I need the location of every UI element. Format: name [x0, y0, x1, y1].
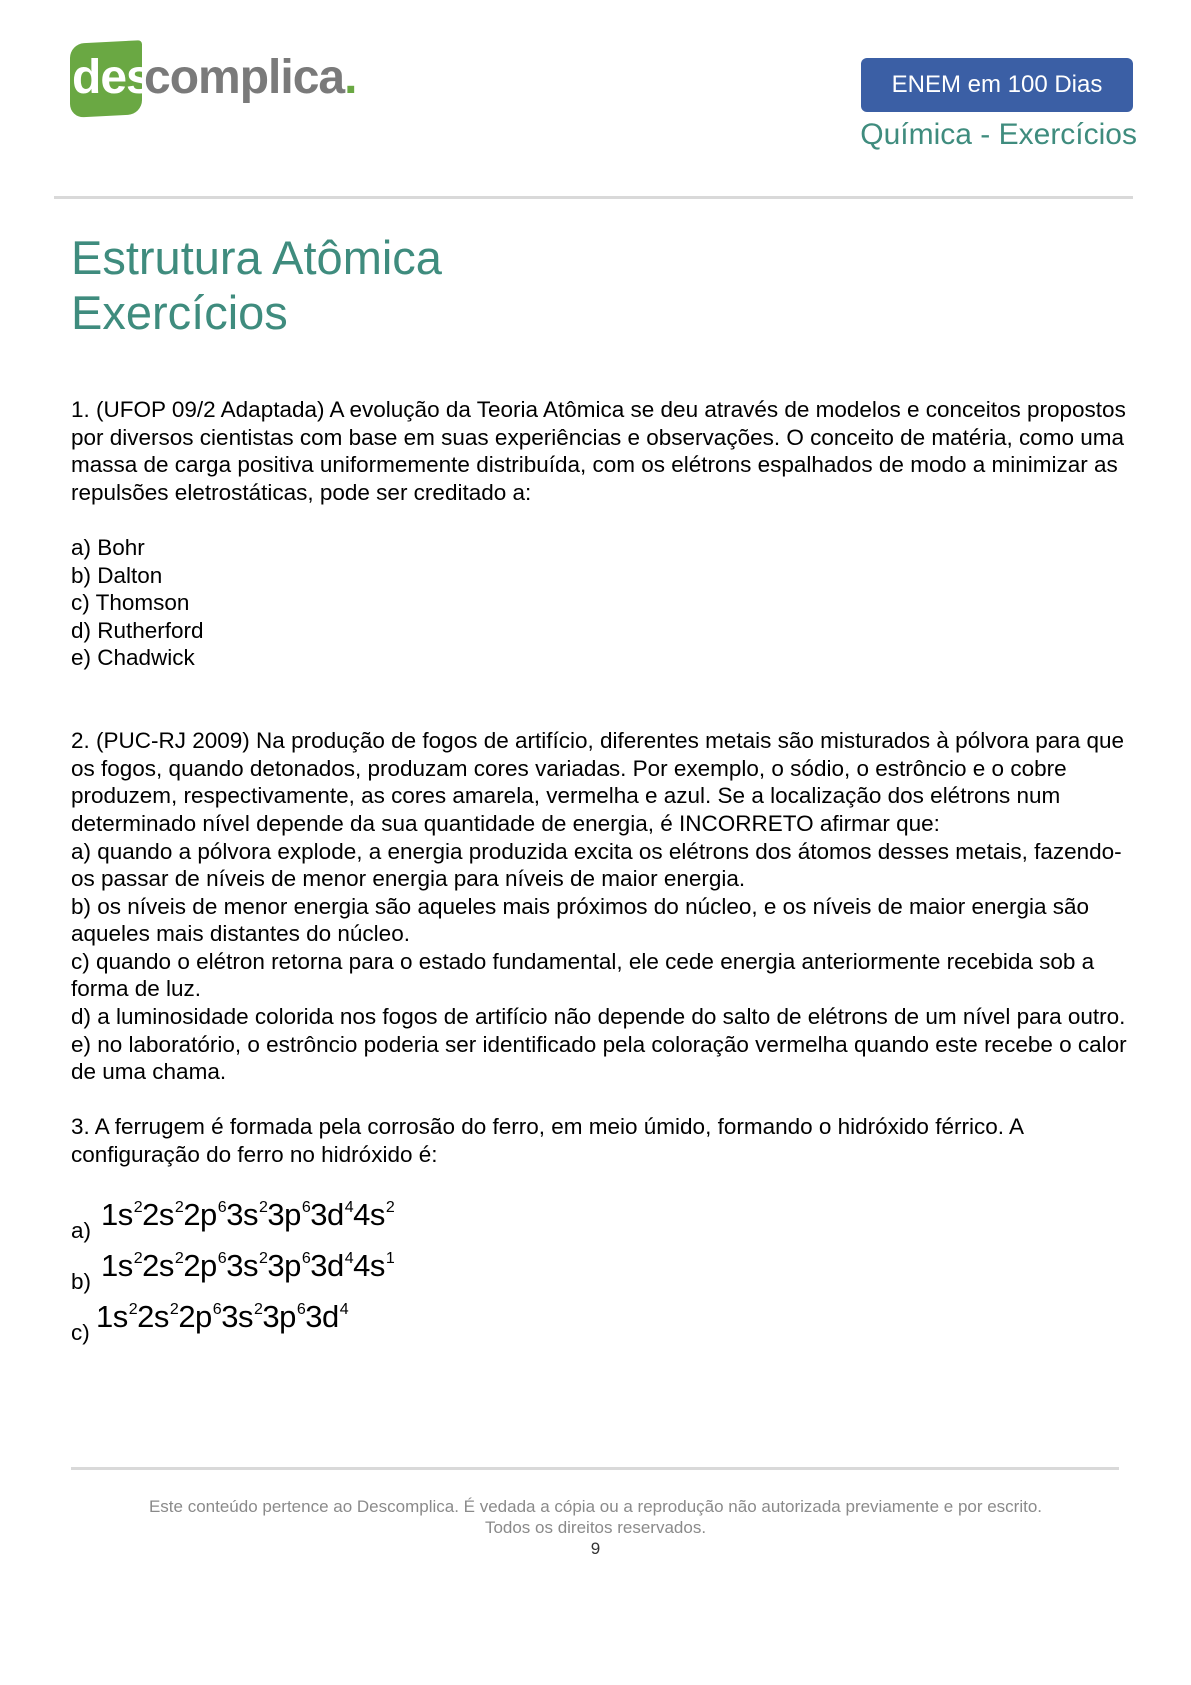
question-3-stem: 3. A ferrugem é formada pela corrosão do ferro, em meio úmido, formando o hidróxido férrico. A configuração do ferro no hidróxido é:: [71, 1114, 1023, 1168]
orbital-term: 4s: [353, 1196, 385, 1232]
orbital-term: 3p: [267, 1196, 301, 1232]
course-badge: ENEM em 100 Dias: [861, 58, 1133, 112]
electron-count: 2: [385, 1198, 395, 1216]
orbital-term: 3s: [226, 1196, 258, 1232]
question-2-option-c: c) quando o elétron retorna para o estado fundamental, ele cede energia anteriormente recebida sob a forma de luz.: [71, 948, 1095, 1002]
electron-count: 2: [133, 1249, 143, 1267]
electron-count: 2: [258, 1249, 268, 1267]
option-label: b): [71, 1269, 92, 1295]
orbital-term: 1s: [101, 1247, 133, 1283]
orbital-term: 3p: [267, 1247, 301, 1283]
copyright-notice: Este conteúdo pertence ao Descomplica. É vedada a cópia ou a reprodução não autorizada previamente e por escrito.: [148, 1497, 1043, 1516]
electron-count: 6: [217, 1198, 227, 1216]
electron-count: 6: [217, 1249, 227, 1267]
question-3-option-b: [71, 1245, 1131, 1296]
question-1-stem: 1. (UFOP 09/2 Adaptada) A evolução da Teoria Atômica se deu através de modelos e conceitos propostos por diversos cientistas com base em suas experiências e observações. O conceito de matéria, como uma massa de carga positiva uniformemente distribuída, com os elétrons espalhados de modo a minimizar as repulsões eletrostáticas, pode ser creditado a:: [71, 397, 1126, 505]
question-3-option-c: [71, 1296, 1131, 1347]
electron-count: 4: [344, 1249, 354, 1267]
orbital-term: 1s: [96, 1298, 128, 1334]
header-divider: [54, 196, 1133, 199]
footer-divider: [71, 1467, 1119, 1470]
orbital-term: 3d: [310, 1247, 344, 1283]
electron-count: 6: [212, 1300, 222, 1318]
orbital-term: 3s: [221, 1298, 253, 1334]
orbital-term: 2s: [142, 1196, 174, 1232]
descomplica-logo: [70, 42, 357, 116]
orbital-term: 1s: [101, 1196, 133, 1232]
electron-count: 6: [301, 1249, 311, 1267]
electron-count: 6: [301, 1198, 311, 1216]
question-2-stem: 2. (PUC-RJ 2009) Na produção de fogos de artifício, diferentes metais são misturados à pólvora para que os fogos, quando detonados, produzam cores variadas. Por exemplo, o sódio, o estrôncio e o cobre produzem, respectivamente, as cores amarela, vermelha e azul. Se a localização dos elétrons num determinado nível depende da sua quantidade de energia, é INCORRETO afirmar que:: [71, 728, 1125, 836]
rights-reserved: Todos os direitos reservados.: [484, 1518, 707, 1537]
orbital-term: 3d: [310, 1196, 344, 1232]
title-line-2: Exercícios: [71, 286, 288, 339]
orbital-term: 2p: [183, 1247, 217, 1283]
orbital-term: 3d: [305, 1298, 339, 1334]
title-line-1: Estrutura Atômica: [71, 231, 442, 284]
question-1-option-b: b) Dalton: [71, 562, 163, 588]
page-number: 9: [590, 1539, 601, 1558]
question-1-option-e: e) Chadwick: [71, 645, 195, 671]
question-2-option-b: b) os níveis de menor energia são aqueles mais próximos do núcleo, e os níveis de maior energia são aqueles mais distantes do núcleo.: [71, 893, 1090, 947]
electron-configuration: [101, 1245, 395, 1283]
orbital-term: 4s: [353, 1247, 385, 1283]
orbital-term: 2p: [183, 1196, 217, 1232]
orbital-term: 2p: [178, 1298, 212, 1334]
footer: [0, 1496, 1191, 1559]
electron-count: 6: [296, 1300, 306, 1318]
question-3-options: [71, 1194, 1131, 1347]
orbital-term: 2s: [137, 1298, 169, 1334]
electron-count: 2: [174, 1249, 184, 1267]
question-2-option-a: a) quando a pólvora explode, a energia produzida excita os elétrons dos átomos desses metais, fazendo-os passar de níveis de menor energia para níveis de maior energia.: [71, 838, 1122, 892]
question-1-option-d: d) Rutherford: [71, 617, 204, 643]
option-label: a): [71, 1218, 92, 1244]
exercise-content: [71, 396, 1131, 1347]
electron-count: 1: [385, 1249, 395, 1267]
question-2-option-d: d) a luminosidade colorida nos fogos de artifício não depende do salto de elétrons de um nível para outro.: [71, 1004, 1126, 1030]
question-2-option-e: e) no laboratório, o estrôncio poderia ser identificado pela coloração vermelha quando este recebe o calor de uma chama.: [71, 1031, 1127, 1085]
logo-suffix: [144, 50, 356, 106]
option-label: c): [71, 1320, 90, 1346]
electron-count: 2: [169, 1300, 179, 1318]
electron-count: 2: [253, 1300, 263, 1318]
orbital-term: 3p: [262, 1298, 296, 1334]
logo-dot: .: [344, 51, 357, 104]
electron-configuration: [101, 1194, 395, 1232]
question-3-option-a: [71, 1194, 1131, 1245]
electron-count: 4: [344, 1198, 354, 1216]
electron-configuration: [96, 1296, 349, 1334]
electron-count: 4: [339, 1300, 349, 1318]
electron-count: 2: [174, 1198, 184, 1216]
orbital-term: 3s: [226, 1247, 258, 1283]
question-1-option-c: c) Thomson: [71, 590, 190, 616]
electron-count: 2: [133, 1198, 143, 1216]
logo-suffix-text: complica: [144, 51, 345, 104]
orbital-term: 2s: [142, 1247, 174, 1283]
page-title: [71, 230, 442, 340]
question-1-option-a: a) Bohr: [71, 534, 145, 560]
subject-heading: Química - Exercícios: [860, 118, 1137, 151]
electron-count: 2: [258, 1198, 268, 1216]
electron-count: 2: [128, 1300, 138, 1318]
logo-prefix: des: [72, 51, 152, 104]
